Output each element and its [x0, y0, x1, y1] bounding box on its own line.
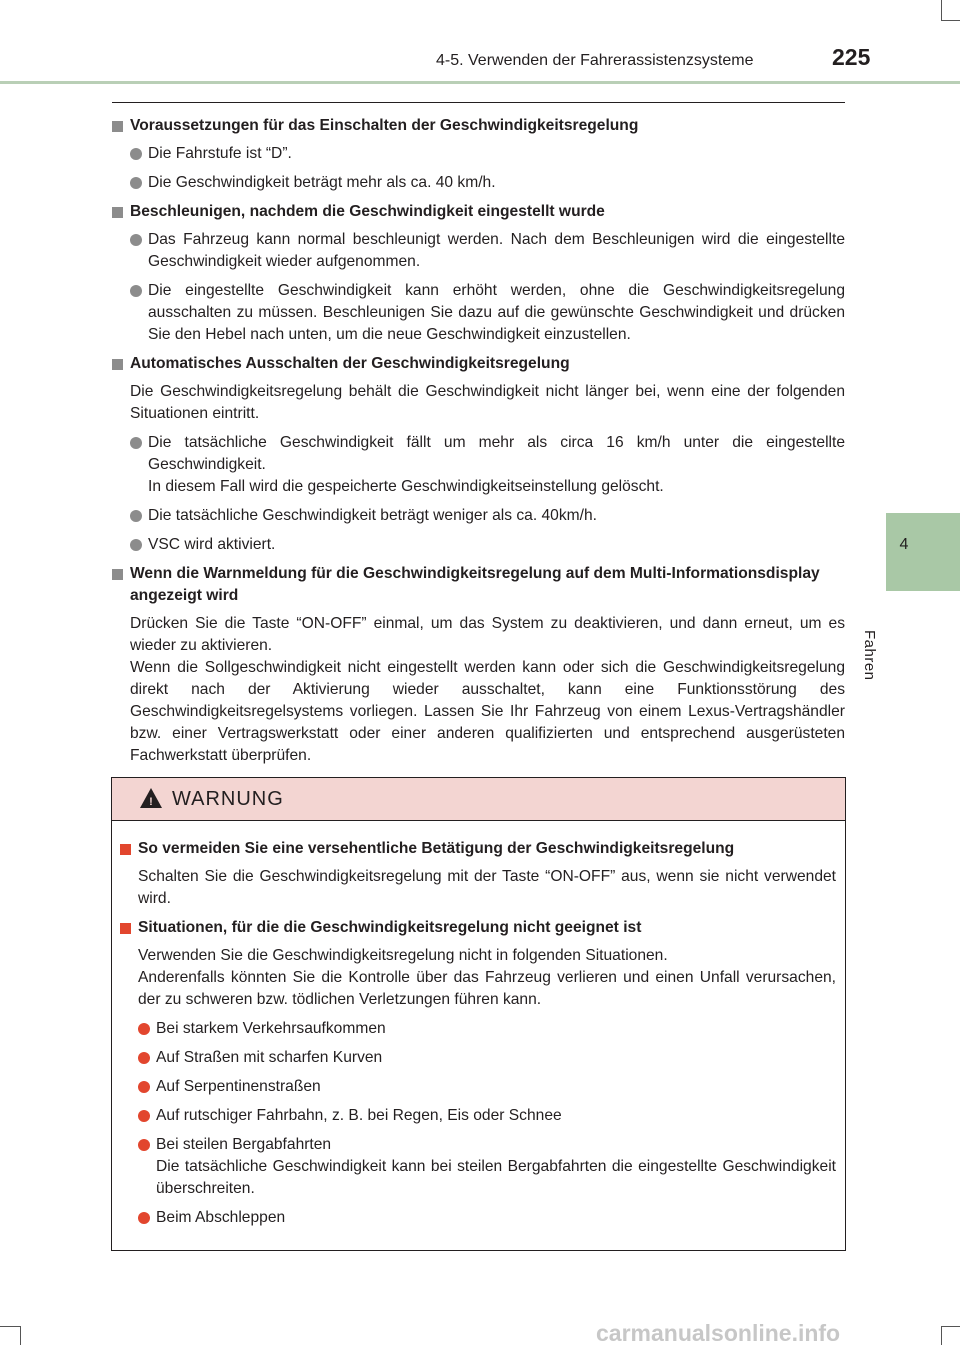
- square-bullet-icon: [120, 844, 131, 855]
- circle-bullet-icon: [130, 285, 142, 297]
- crop-mark: [941, 20, 960, 21]
- crop-mark: [941, 0, 942, 20]
- warning-heading: Situationen, für die die Geschwindigkeitsregelung nicht geeignet ist: [120, 917, 836, 939]
- crop-mark: [20, 1326, 21, 1345]
- bullet-item: Die Fahrstufe ist “D”.: [112, 143, 845, 165]
- section-header: 4-5. Verwenden der Fahrerassistenzsysteme: [436, 52, 754, 69]
- bullet-item: Beim Abschleppen: [120, 1207, 836, 1229]
- crop-mark: [941, 1326, 942, 1345]
- circle-bullet-icon: [130, 437, 142, 449]
- paragraph: Wenn die Sollgeschwindigkeit nicht eingestellt werden kann oder sich die Geschwindigkeitsregelung direkt nach der Aktivierung wieder ausschaltet, kann eine Funktionsstörung des Geschwindigkeitsregelsystems vorliegen. Lassen Sie Ihr Fahrzeug von einem Lexus-Vertragshändler bzw. einer Vertragswerkstatt oder einer anderen qualifizierten und entsprechend ausgerüsteten Fachwerkstatt überprüfen.: [130, 659, 845, 764]
- circle-bullet-icon: [138, 1052, 150, 1064]
- paragraph: Drücken Sie die Taste “ON-OFF” einmal, um das System zu deaktivieren, und dann erneut, um es wieder zu aktivieren.: [130, 615, 845, 654]
- circle-bullet-icon: [138, 1081, 150, 1093]
- chapter-number: 4: [899, 536, 909, 553]
- paragraph: Die Geschwindigkeitsregelung behält die Geschwindigkeit nicht länger bei, wenn eine der folgenden Situationen eintritt.: [130, 383, 845, 422]
- bullet-item: Die tatsächliche Geschwindigkeit beträgt weniger als ca. 40km/h.: [112, 505, 845, 527]
- bullet-item: Die Geschwindigkeit beträgt mehr als ca. 40 km/h.: [112, 172, 845, 194]
- crop-mark: [0, 1326, 20, 1327]
- section-heading: Voraussetzungen für das Einschalten der Geschwindigkeitsregelung: [112, 115, 845, 137]
- bullet-item: VSC wird aktiviert.: [112, 534, 845, 556]
- warning-body: [120, 838, 836, 1236]
- crop-mark: [941, 1326, 960, 1327]
- circle-bullet-icon: [130, 539, 142, 551]
- circle-bullet-icon: [130, 148, 142, 160]
- square-bullet-icon: [112, 359, 123, 370]
- warning-box: [111, 777, 846, 1251]
- bullet-item: Das Fahrzeug kann normal beschleunigt werden. Nach dem Beschleunigen wird die eingestellte Geschwindigkeit wieder aufgenommen.: [112, 229, 845, 273]
- bullet-item: Auf Serpentinenstraßen: [120, 1076, 836, 1098]
- square-bullet-icon: [120, 923, 131, 934]
- square-bullet-icon: [112, 207, 123, 218]
- circle-bullet-icon: [130, 177, 142, 189]
- header-rule: [0, 81, 960, 84]
- chapter-label: Fahren: [861, 630, 878, 681]
- page-number: 225: [832, 44, 871, 70]
- paragraph: Schalten Sie die Geschwindigkeitsregelung mit der Taste “ON-OFF” aus, wenn sie nicht verwendet wird.: [138, 868, 836, 907]
- warning-title: WARNUNG: [172, 788, 284, 810]
- circle-bullet-icon: [138, 1212, 150, 1224]
- bullet-item: Bei starkem Verkehrsaufkommen: [120, 1018, 836, 1040]
- square-bullet-icon: [112, 121, 123, 132]
- bullet-item: Bei steilen Bergabfahrten Die tatsächliche Geschwindigkeit kann bei steilen Bergabfahrten die eingestellte Geschwindigkeit überschreiten.: [120, 1134, 836, 1200]
- circle-bullet-icon: [138, 1023, 150, 1035]
- bullet-item: Die tatsächliche Geschwindigkeit fällt um mehr als circa 16 km/h unter die eingestellte Geschwindigkeit. In diesem Fall wird die gespeicherte Geschwindigkeitseinstellung gelöscht.: [112, 432, 845, 498]
- circle-bullet-icon: [130, 234, 142, 246]
- bullet-item: Auf Straßen mit scharfen Kurven: [120, 1047, 836, 1069]
- circle-bullet-icon: [138, 1139, 150, 1151]
- warning-heading: So vermeiden Sie eine versehentliche Betätigung der Geschwindigkeitsregelung: [120, 838, 836, 860]
- square-bullet-icon: [112, 569, 123, 580]
- main-content: [112, 115, 845, 774]
- section-heading: Beschleunigen, nachdem die Geschwindigkeit eingestellt wurde: [112, 201, 845, 223]
- circle-bullet-icon: [130, 510, 142, 522]
- bullet-item: Auf rutschiger Fahrbahn, z. B. bei Regen, Eis oder Schnee: [120, 1105, 836, 1127]
- watermark: carmanualsonline.info: [596, 1320, 841, 1346]
- warning-header: ! WARNUNG: [112, 778, 845, 821]
- bullet-item: Die eingestellte Geschwindigkeit kann erhöht werden, ohne die Geschwindigkeitsregelung ausschalten zu müssen. Beschleunigen Sie dazu auf die gewünschte Geschwindigkeit und drücken Sie den Hebel nach unten, um die neue Geschwindigkeit einzustellen.: [112, 280, 845, 346]
- section-heading: Wenn die Warnmeldung für die Geschwindigkeitsregelung auf dem Multi-Informationsdisplay angezeigt wird: [112, 563, 845, 607]
- content-top-rule: [112, 102, 845, 103]
- circle-bullet-icon: [138, 1110, 150, 1122]
- section-heading: Automatisches Ausschalten der Geschwindigkeitsregelung: [112, 353, 845, 375]
- paragraph: Verwenden Sie die Geschwindigkeitsregelung nicht in folgenden Situationen. Anderenfalls könnten Sie die Kontrolle über das Fahrzeug verlieren und einen Unfall verursachen, der zu schweren bzw. tödlichen Verletzungen führen kann.: [138, 947, 836, 1008]
